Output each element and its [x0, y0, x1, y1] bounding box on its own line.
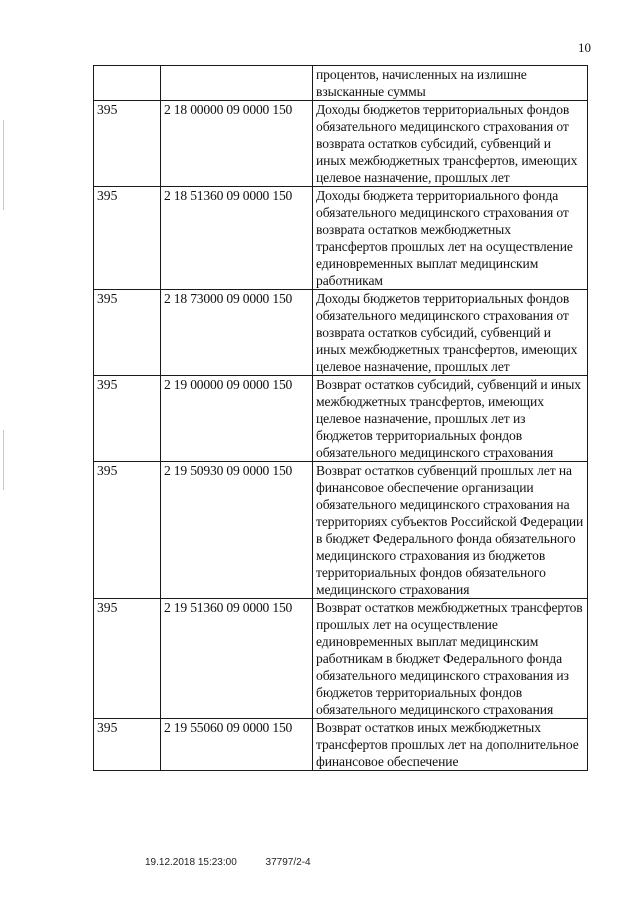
description-cell: Возврат остатков субсидий, субвенций и иных межбюджетных трансфертов, имеющих целевое назначение, прошлых лет из бюджетов территориальных фондов обязательного медицинского страхования	[313, 376, 588, 462]
budget-code-cell: 2 19 51360 09 0000 150	[161, 599, 313, 719]
table-row	[94, 599, 588, 719]
footer-document-ref: 37797/2-4	[265, 857, 311, 868]
description-cell: Возврат остатков межбюджетных трансфертов прошлых лет на осуществление единовременных выплат медицинским работникам в бюджет Федерального фонда обязательного медицинского страхования из бюджетов территориальных фондов обязательного медицинского страхования	[313, 599, 588, 719]
table-row	[94, 187, 588, 290]
table-row	[94, 462, 588, 599]
scan-edge-mark	[3, 120, 4, 210]
admin-code-cell: 395	[94, 462, 161, 599]
scan-edge-mark	[3, 430, 4, 490]
description-cell: Возврат остатков субвенций прошлых лет на финансовое обеспечение организации обязательного медицинского страхования на территориях субъектов Российской Федерации в бюджет Федерального фонда обязательного медицинского страхования из бюджетов территориальных фондов обязательного медицинского страхования	[313, 462, 588, 599]
budget-code-cell: 2 18 51360 09 0000 150	[161, 187, 313, 290]
budget-codes-table	[93, 65, 588, 771]
admin-code-cell: 395	[94, 290, 161, 376]
budget-code-cell: 2 18 73000 09 0000 150	[161, 290, 313, 376]
budget-code-cell: 2 18 00000 09 0000 150	[161, 101, 313, 187]
budget-code-cell: 2 19 50930 09 0000 150	[161, 462, 313, 599]
admin-code-cell: 395	[94, 376, 161, 462]
description-cell: Доходы бюджета территориального фонда обязательного медицинского страхования от возврата остатков межбюджетных трансфертов прошлых лет на осуществление единовременных выплат медицинским работникам	[313, 187, 588, 290]
table-row	[94, 66, 588, 101]
budget-code-cell: 2 19 00000 09 0000 150	[161, 376, 313, 462]
description-cell: Доходы бюджетов территориальных фондов обязательного медицинского страхования от возврата остатков субсидий, субвенций и иных межбюджетных трансфертов, имеющих целевое назначение, прошлых лет	[313, 101, 588, 187]
description-cell: Доходы бюджетов территориальных фондов обязательного медицинского страхования от возврата остатков субсидий, субвенций и иных межбюджетных трансфертов, имеющих целевое назначение, прошлых лет	[313, 290, 588, 376]
admin-code-cell	[94, 66, 161, 101]
table-row	[94, 290, 588, 376]
budget-code-cell	[161, 66, 313, 101]
admin-code-cell: 395	[94, 101, 161, 187]
page-number: 10	[578, 40, 591, 55]
budget-code-cell: 2 19 55060 09 0000 150	[161, 719, 313, 771]
admin-code-cell: 395	[94, 187, 161, 290]
admin-code-cell: 395	[94, 599, 161, 719]
footer-timestamp: 19.12.2018 15:23:00	[145, 857, 237, 868]
description-cell: Возврат остатков иных межбюджетных трансфертов прошлых лет на дополнительное финансовое обеспечение	[313, 719, 588, 771]
table-row	[94, 719, 588, 771]
table-row	[94, 101, 588, 187]
document-footer	[145, 857, 311, 868]
description-cell: процентов, начисленных на излишне взысканные суммы	[313, 66, 588, 101]
admin-code-cell: 395	[94, 719, 161, 771]
table-row	[94, 376, 588, 462]
